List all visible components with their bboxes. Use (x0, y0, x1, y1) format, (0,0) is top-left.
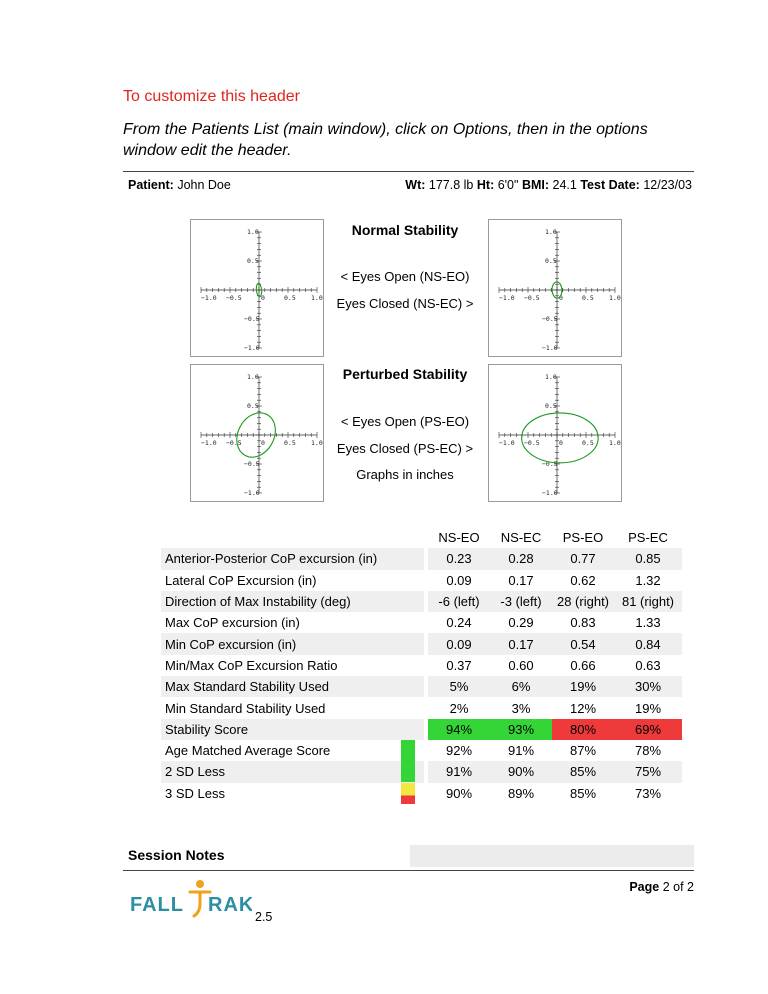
patient-label: Patient: (128, 178, 174, 192)
table-row (161, 740, 682, 761)
table-cell: 1.32 (635, 572, 661, 588)
logo-figure-head (196, 880, 204, 888)
tick-label: −0.5 (542, 315, 558, 323)
table-row (161, 548, 682, 569)
tick-label: −1.0 (201, 439, 217, 447)
table-cell: 19% (634, 700, 662, 716)
test-date-value: 12/23/03 (643, 178, 692, 192)
row-label: 3 SD Less (165, 785, 225, 801)
row-swatch-cell (391, 719, 424, 740)
row-label: Max Standard Stability Used (161, 676, 391, 697)
table-cell: 81 (right) (614, 591, 682, 612)
table-cell: 0.29 (508, 615, 534, 631)
score-indicator-bar (401, 740, 415, 761)
plot-ps-eo (190, 364, 324, 502)
plot-ns-ec (488, 219, 622, 357)
score-indicator-bar (401, 783, 415, 804)
row-label: Min Standard Stability Used (165, 700, 326, 716)
table-cell: 1.33 (635, 615, 661, 631)
table-cell: 0.63 (635, 657, 661, 673)
row-label: 2 SD Less (161, 761, 391, 782)
tick-label: 1.0 (247, 373, 259, 381)
version-label: 2.5 (255, 910, 273, 924)
row-swatch-cell (391, 697, 424, 718)
tick-label: −1.0 (499, 294, 515, 302)
test-date-label: Test Date: (580, 178, 640, 192)
table-row (161, 697, 682, 718)
table-cell: 0.77 (552, 548, 614, 569)
table-row (161, 676, 682, 697)
row-swatch-cell (391, 548, 424, 569)
table-cell: 73% (634, 785, 662, 801)
tick-label: 0.5 (247, 402, 259, 410)
row-swatch-cell (391, 570, 424, 591)
table-row (161, 783, 682, 804)
plot-ns-ec-svg (489, 220, 621, 356)
row-label: Min/Max CoP Excursion Ratio (165, 657, 338, 673)
table-cell: 0.37 (446, 657, 472, 673)
row-label: Stability Score (161, 719, 391, 740)
perturbed-stability-title: Perturbed Stability (342, 366, 468, 382)
tick-label: −1.0 (499, 439, 515, 447)
table-row (161, 633, 682, 654)
table-cell: 0.62 (570, 572, 596, 588)
tick-label: −1.0 (542, 489, 558, 497)
table-cell: 69% (614, 719, 682, 740)
page-label: Page (629, 880, 660, 894)
table-cell: 2% (449, 700, 469, 716)
ns-ec-legend: Eyes Closed (NS-EC) > (336, 296, 474, 311)
table-cell: 91% (428, 761, 490, 782)
tick-label: −0.5 (244, 315, 260, 323)
tick-label: 1.0 (609, 439, 621, 447)
row-label: Lateral CoP Excursion (in) (165, 572, 317, 588)
table-row (161, 570, 682, 591)
table-cell: 0.66 (570, 657, 596, 673)
table-cell: 0.09 (446, 572, 472, 588)
row-swatch-cell (391, 740, 424, 761)
table-cell: 0.60 (508, 657, 534, 673)
table-row (161, 612, 682, 633)
bmi-label: BMI: (521, 178, 550, 192)
tick-label: 0 (559, 439, 563, 447)
row-swatch-cell (391, 612, 424, 633)
tick-label: 1.0 (609, 294, 621, 302)
tick-label: −1.0 (244, 489, 260, 497)
tick-label: 1.0 (545, 373, 557, 381)
ps-eo-legend: < Eyes Open (PS-EO) (340, 414, 470, 429)
table-header-row (161, 527, 682, 548)
table-cell: 80% (552, 719, 614, 740)
row-swatch-cell (391, 655, 424, 676)
table-cell: 6% (490, 676, 552, 697)
plot-ps-ec (488, 364, 622, 502)
row-swatch-cell (391, 591, 424, 612)
table-cell: 93% (490, 719, 552, 740)
logo-text-left: FALL (130, 894, 184, 916)
table-cell: 92% (445, 743, 473, 759)
tick-label: 1.0 (311, 439, 323, 447)
row-swatch-cell (391, 676, 424, 697)
table-row (161, 761, 682, 782)
falltrak-logo-svg (130, 878, 252, 922)
table-row (161, 591, 682, 612)
table-cell: -3 (left) (490, 591, 552, 612)
page-current: 2 (662, 880, 670, 894)
tick-label: −0.5 (226, 439, 242, 447)
table-cell: 0.28 (490, 548, 552, 569)
table-row (161, 655, 682, 676)
wt-value: 177.8 lb (428, 178, 474, 192)
tick-label: −0.5 (524, 294, 540, 302)
table-cell: 87% (569, 743, 597, 759)
col-header: NS-EC (500, 530, 542, 546)
tick-label: −0.5 (226, 294, 242, 302)
table-cell: 75% (614, 761, 682, 782)
tick-label: 0.5 (582, 294, 594, 302)
tick-label: −1.0 (542, 344, 558, 352)
table-cell: 0.17 (508, 572, 534, 588)
table-body (161, 548, 682, 804)
tick-label: 0.5 (545, 257, 557, 265)
table-row (161, 719, 682, 740)
normal-stability-title: Normal Stability (351, 222, 459, 238)
table-cell: 90% (445, 785, 473, 801)
row-swatch-cell (391, 761, 424, 782)
table-cell: 0.23 (428, 548, 490, 569)
metrics-table (161, 527, 682, 804)
score-indicator-bar (401, 761, 415, 782)
page-indicator (629, 880, 694, 894)
ht-value: 6'0" (497, 178, 519, 192)
table-cell: 85% (552, 761, 614, 782)
plot-ps-ec-svg (489, 365, 621, 501)
table-cell: 3% (511, 700, 531, 716)
row-label: Direction of Max Instability (deg) (161, 591, 391, 612)
tick-label: 0.5 (582, 439, 594, 447)
table-cell: 0.24 (446, 615, 472, 631)
tick-label: −0.5 (524, 439, 540, 447)
table-cell: 78% (634, 743, 662, 759)
table-cell: 0.09 (428, 633, 490, 654)
table-cell: 0.17 (490, 633, 552, 654)
tick-label: −0.5 (542, 460, 558, 468)
logo-figure-body (190, 892, 210, 916)
falltrak-logo (130, 878, 252, 927)
table-cell: 85% (569, 785, 597, 801)
ps-ec-legend: Eyes Closed (PS-EC) > (336, 441, 474, 456)
patient-name: John Doe (177, 178, 231, 192)
tick-label: 1.0 (545, 228, 557, 236)
tick-label: −1.0 (244, 344, 260, 352)
tick-label: 0.5 (284, 294, 296, 302)
table-cell: 0.83 (570, 615, 596, 631)
row-label: Max CoP excursion (in) (165, 615, 300, 631)
tick-label: 0 (559, 294, 563, 302)
table-cell: 91% (507, 743, 535, 759)
patient-measurements (405, 178, 692, 192)
table-cell: 30% (614, 676, 682, 697)
plot-ns-eo (190, 219, 324, 357)
page-total: of 2 (673, 880, 694, 894)
cop-ellipse (522, 413, 599, 463)
tick-label: 0.5 (545, 402, 557, 410)
row-label: Age Matched Average Score (165, 743, 331, 759)
col-header: PS-EO (562, 530, 604, 546)
row-swatch-cell (391, 783, 424, 804)
patient-info (128, 178, 231, 192)
tick-label: 1.0 (247, 228, 259, 236)
table-cell: 89% (507, 785, 535, 801)
session-notes-label: Session Notes (128, 847, 225, 863)
tick-label: 0 (261, 294, 265, 302)
tick-label: 0 (261, 439, 265, 447)
header-title: To customize this header (123, 88, 300, 105)
tick-label: 0.5 (247, 257, 259, 265)
table-cell: 5% (428, 676, 490, 697)
table-cell: 28 (right) (552, 591, 614, 612)
col-header: PS-EC (628, 530, 668, 546)
table-cell: 0.54 (552, 633, 614, 654)
footer-divider (123, 870, 694, 871)
plot-ps-eo-svg (191, 365, 323, 501)
ht-label: Ht: (476, 178, 495, 192)
col-header: NS-EO (438, 530, 480, 546)
tick-label: 1.0 (311, 294, 323, 302)
graphs-units-note: Graphs in inches (356, 467, 454, 482)
ns-eo-legend: < Eyes Open (NS-EO) (340, 269, 470, 284)
session-notes-box (410, 845, 694, 867)
wt-label: Wt: (405, 178, 426, 192)
row-label: Anterior-Posterior CoP excursion (in) (161, 548, 391, 569)
table-cell: 12% (569, 700, 597, 716)
logo-text-right: RAK (208, 894, 252, 916)
plot-ns-eo-svg (191, 220, 323, 356)
header-instructions: From the Patients List (main window), click on Options, then in the options window edit the header. (123, 121, 648, 159)
header-divider (123, 171, 694, 172)
table-cell: 0.84 (614, 633, 682, 654)
tick-label: −1.0 (201, 294, 217, 302)
bmi-value: 24.1 (552, 178, 577, 192)
table-cell: -6 (left) (428, 591, 490, 612)
row-label: Min CoP excursion (in) (161, 633, 391, 654)
row-swatch-cell (391, 633, 424, 654)
tick-label: 0.5 (284, 439, 296, 447)
table-cell: 94% (428, 719, 490, 740)
table-cell: 0.85 (614, 548, 682, 569)
table-cell: 90% (490, 761, 552, 782)
tick-label: −0.5 (244, 460, 260, 468)
table-cell: 19% (552, 676, 614, 697)
